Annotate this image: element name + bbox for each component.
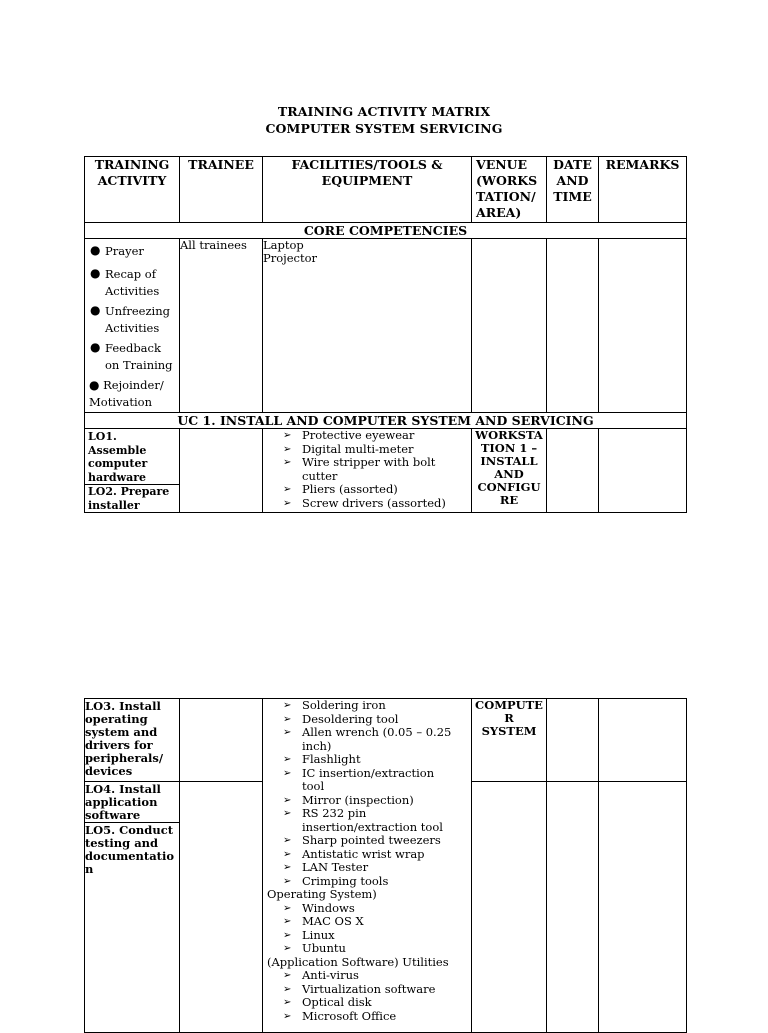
lo5-label: LO5. Conduct testing and documentatio n bbox=[85, 823, 180, 1033]
uc1-tools-cell bbox=[263, 429, 472, 513]
list-item: ➢ Desoldering tool bbox=[283, 711, 399, 726]
uc1-lo-cell bbox=[85, 429, 180, 513]
arrow-bullet-icon: ➢ bbox=[283, 929, 292, 941]
list-item: ➢ Crimping tools bbox=[283, 873, 389, 888]
arrow-bullet-icon: ➢ bbox=[283, 700, 292, 711]
list-item: ➢ Virtualization software bbox=[283, 981, 436, 996]
header-date-time: DATE AND TIME bbox=[547, 157, 599, 223]
list-item: ➢ Windows bbox=[283, 900, 355, 915]
list-item: ➢ Microsoft Office bbox=[283, 1008, 397, 1023]
arrow-bullet-icon: ➢ bbox=[283, 916, 292, 927]
arrow-bullet-icon: ➢ bbox=[283, 497, 292, 509]
tools-list bbox=[263, 429, 471, 510]
uc1-remarks-cell bbox=[599, 429, 687, 513]
remarks-cell bbox=[599, 699, 687, 782]
bullet-icon: ● bbox=[90, 243, 101, 257]
arrow-bullet-icon: ➢ bbox=[283, 835, 292, 846]
activity-list bbox=[85, 239, 179, 375]
section-label: UC 1. INSTALL AND COMPUTER SYSTEM AND SERVICING bbox=[85, 413, 687, 429]
core-trainee-cell: All trainees bbox=[180, 239, 263, 413]
arrow-bullet-icon: ➢ bbox=[283, 875, 292, 887]
core-venue-cell bbox=[472, 239, 547, 413]
arrow-bullet-icon: ➢ bbox=[283, 484, 292, 495]
arrow-bullet-icon: ➢ bbox=[283, 943, 292, 954]
arrow-bullet-icon: ➢ bbox=[283, 983, 292, 995]
arrow-bullet-icon: ➢ bbox=[283, 457, 292, 468]
app-list bbox=[263, 969, 471, 1023]
list-item: ● Recap of Activities bbox=[90, 265, 160, 298]
list-item: ➢ Anti-virus bbox=[283, 968, 359, 982]
remarks-cell bbox=[599, 782, 687, 1033]
os-heading: Operating System) bbox=[267, 887, 377, 901]
document-subtitle: COMPUTER SYSTEM SERVICING bbox=[265, 121, 503, 136]
header-row bbox=[85, 157, 687, 223]
header-training-activity: TRAINING ACTIVITY bbox=[85, 157, 180, 223]
list-item: ➢ LAN Tester bbox=[283, 860, 369, 874]
app-heading: (Application Software) Utilities bbox=[267, 954, 449, 969]
list-item: ➢ Sharp pointed tweezers bbox=[283, 833, 441, 847]
list-item: ➢ Mirror (inspection) bbox=[283, 792, 414, 807]
trainee-cell bbox=[180, 782, 263, 1033]
training-matrix-table bbox=[84, 156, 687, 513]
trainee-cell bbox=[180, 699, 263, 782]
bullet-icon: ● bbox=[90, 339, 101, 354]
date-cell bbox=[547, 699, 599, 782]
list-item: ➢ Antistatic wrist wrap bbox=[283, 846, 425, 861]
section-label: CORE COMPETENCIES bbox=[85, 223, 687, 239]
section-uc1 bbox=[85, 413, 687, 429]
arrow-bullet-icon: ➢ bbox=[283, 970, 292, 981]
date-cell bbox=[547, 782, 599, 1033]
arrow-bullet-icon: ➢ bbox=[283, 713, 292, 725]
core-remarks-cell bbox=[599, 239, 687, 413]
venue-cell bbox=[472, 782, 547, 1033]
list-item: ➢ Protective eyewear bbox=[283, 428, 415, 442]
arrow-bullet-icon: ➢ bbox=[283, 808, 292, 819]
list-item: ➢ Flashlight bbox=[283, 752, 361, 766]
arrow-bullet-icon: ➢ bbox=[283, 727, 292, 738]
core-facilities-cell: Laptop Projector bbox=[263, 239, 472, 413]
list-item: ➢ IC insertion/extraction tool bbox=[283, 765, 435, 793]
arrow-bullet-icon: ➢ bbox=[283, 767, 292, 779]
arrow-bullet-icon: ➢ bbox=[283, 443, 292, 455]
list-item-rejoinder: ● Rejoinder/ Motivation bbox=[89, 377, 164, 409]
list-item: ➢ RS 232 pin insertion/extraction tool bbox=[283, 806, 443, 834]
list-item: ● Unfreezing Activities bbox=[90, 302, 170, 335]
list-item: ● Feedback on Training bbox=[90, 339, 173, 372]
arrow-bullet-icon: ➢ bbox=[283, 754, 292, 765]
lo4-label: LO4. Install application software bbox=[85, 782, 180, 823]
bullet-icon: ● bbox=[90, 302, 101, 317]
os-list bbox=[263, 902, 471, 956]
list-item: ➢ Optical disk bbox=[283, 995, 372, 1009]
list-item: ➢ Ubuntu bbox=[283, 941, 346, 955]
core-row bbox=[85, 239, 687, 413]
bullet-icon: ● bbox=[90, 265, 101, 280]
core-activities-cell bbox=[85, 239, 180, 413]
arrow-bullet-icon: ➢ bbox=[283, 902, 292, 914]
core-date-cell bbox=[547, 239, 599, 413]
tools-list bbox=[263, 699, 471, 888]
arrow-bullet-icon: ➢ bbox=[283, 997, 292, 1008]
list-item: ➢ Soldering iron bbox=[283, 698, 386, 712]
uc1-trainee-cell bbox=[180, 429, 263, 513]
list-item: ● Prayer bbox=[90, 243, 144, 258]
uc1-date-cell bbox=[547, 429, 599, 513]
training-matrix-continuation bbox=[84, 698, 687, 1033]
arrow-bullet-icon: ➢ bbox=[283, 430, 292, 441]
header-venue: VENUE (WORKS TATION/ AREA) bbox=[472, 157, 547, 223]
list-item: ➢ Allen wrench (0.05 – 0.25 inch) bbox=[283, 725, 452, 753]
header-remarks: REMARKS bbox=[599, 157, 687, 223]
list-item: ➢ Wire stripper with bolt cutter bbox=[283, 455, 436, 483]
section-core-competencies bbox=[85, 223, 687, 239]
header-trainee: TRAINEE bbox=[180, 157, 263, 223]
venue-cell: COMPUTE R SYSTEM bbox=[472, 699, 547, 782]
uc1-row bbox=[85, 429, 687, 513]
tools-cell bbox=[263, 699, 472, 1033]
header-facilities: FACILITIES/TOOLS & EQUIPMENT bbox=[263, 157, 472, 223]
arrow-bullet-icon: ➢ bbox=[283, 1010, 292, 1022]
bullet-icon: ● bbox=[89, 377, 100, 392]
arrow-bullet-icon: ➢ bbox=[283, 848, 292, 860]
lo2-label: LO2. Prepare installer bbox=[85, 484, 179, 512]
list-item: ➢ Pliers (assorted) bbox=[283, 482, 398, 496]
uc1-venue-cell: WORKSTA TION 1 – INSTALL AND CONFIGU RE bbox=[472, 429, 547, 513]
lo1-label: LO1. Assemble computer hardware bbox=[88, 430, 148, 484]
lo3-label: LO3. Install operating system and drivers for peripherals/ devices bbox=[85, 699, 180, 782]
document-title: TRAINING ACTIVITY MATRIX bbox=[277, 104, 491, 119]
list-item: ➢ MAC OS X bbox=[283, 914, 364, 928]
arrow-bullet-icon: ➢ bbox=[283, 862, 292, 873]
continuation-row-1 bbox=[85, 699, 687, 782]
list-item: ➢ Screw drivers (assorted) bbox=[283, 495, 446, 510]
list-item: ➢ Digital multi-meter bbox=[283, 441, 414, 456]
list-item: ➢ Linux bbox=[283, 927, 335, 942]
arrow-bullet-icon: ➢ bbox=[283, 794, 292, 806]
